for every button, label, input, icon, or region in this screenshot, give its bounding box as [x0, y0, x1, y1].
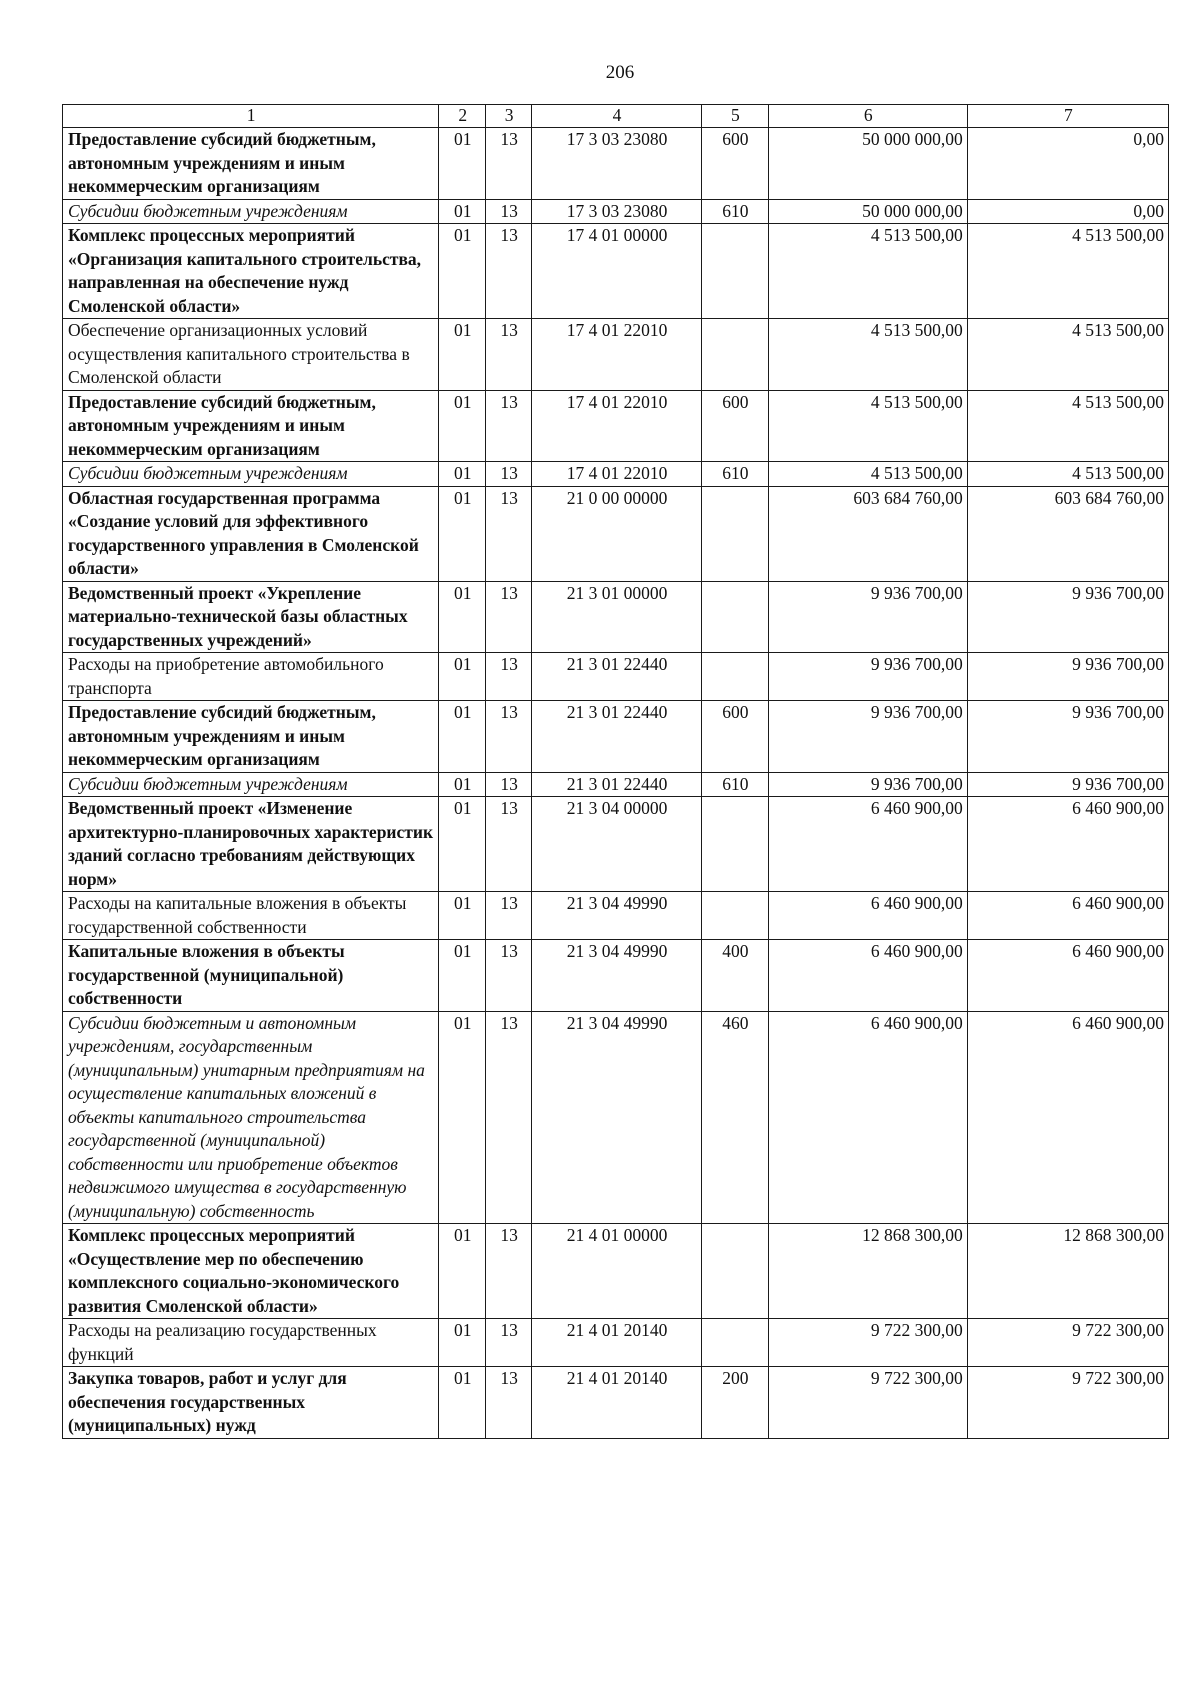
subsection-code-cell: 13	[486, 940, 532, 1012]
item-name-cell: Предоставление субсидий бюджетным, автономным учреждениям и иным некоммерческим организациям	[63, 701, 439, 773]
expense-type-cell: 600	[701, 701, 768, 773]
section-code-cell: 01	[439, 390, 486, 462]
target-article-cell: 17 3 03 23080	[532, 128, 702, 200]
amount-year2-cell: 603 684 760,00	[967, 486, 1168, 581]
section-code-cell: 01	[439, 1224, 486, 1319]
section-code-cell: 01	[439, 581, 486, 653]
table-row	[63, 1011, 1169, 1224]
budget-table	[62, 104, 1169, 1439]
target-article-cell: 21 4 01 00000	[532, 1224, 702, 1319]
section-code-cell: 01	[439, 797, 486, 892]
column-header: 1	[63, 105, 439, 128]
amount-year2-cell: 9 936 700,00	[967, 653, 1168, 701]
subsection-code-cell: 13	[486, 653, 532, 701]
target-article-cell: 21 3 01 22440	[532, 701, 702, 773]
table-row	[63, 653, 1169, 701]
amount-year2-cell: 0,00	[967, 128, 1168, 200]
table-row	[63, 1224, 1169, 1319]
expense-type-cell: 610	[701, 462, 768, 487]
target-article-cell: 21 3 04 49990	[532, 940, 702, 1012]
subsection-code-cell: 13	[486, 581, 532, 653]
amount-year1-cell: 4 513 500,00	[768, 462, 967, 487]
amount-year1-cell: 9 722 300,00	[768, 1367, 967, 1439]
table-row	[63, 581, 1169, 653]
amount-year1-cell: 6 460 900,00	[768, 797, 967, 892]
expense-type-cell	[701, 653, 768, 701]
header-row	[63, 105, 1169, 128]
amount-year1-cell: 6 460 900,00	[768, 892, 967, 940]
table-row	[63, 892, 1169, 940]
amount-year2-cell: 9 936 700,00	[967, 772, 1168, 797]
item-name-cell: Ведомственный проект «Изменение архитектурно-планировочных характеристик зданий согласно требованиям действующих норм»	[63, 797, 439, 892]
target-article-cell: 17 3 03 23080	[532, 199, 702, 224]
table-row	[63, 940, 1169, 1012]
expense-type-cell: 400	[701, 940, 768, 1012]
amount-year2-cell: 4 513 500,00	[967, 390, 1168, 462]
amount-year2-cell: 6 460 900,00	[967, 1011, 1168, 1224]
section-code-cell: 01	[439, 319, 486, 391]
amount-year2-cell: 0,00	[967, 199, 1168, 224]
section-code-cell: 01	[439, 128, 486, 200]
amount-year1-cell: 50 000 000,00	[768, 128, 967, 200]
target-article-cell: 21 4 01 20140	[532, 1367, 702, 1439]
expense-type-cell	[701, 797, 768, 892]
subsection-code-cell: 13	[486, 224, 532, 319]
expense-type-cell	[701, 486, 768, 581]
subsection-code-cell: 13	[486, 1011, 532, 1224]
table-row	[63, 797, 1169, 892]
subsection-code-cell: 13	[486, 1319, 532, 1367]
amount-year1-cell: 6 460 900,00	[768, 1011, 967, 1224]
table-row	[63, 390, 1169, 462]
table-row	[63, 1319, 1169, 1367]
subsection-code-cell: 13	[486, 1367, 532, 1439]
target-article-cell: 21 3 04 00000	[532, 797, 702, 892]
section-code-cell: 01	[439, 772, 486, 797]
amount-year2-cell: 12 868 300,00	[967, 1224, 1168, 1319]
amount-year1-cell: 4 513 500,00	[768, 390, 967, 462]
target-article-cell: 17 4 01 22010	[532, 462, 702, 487]
target-article-cell: 17 4 01 00000	[532, 224, 702, 319]
target-article-cell: 21 3 04 49990	[532, 1011, 702, 1224]
subsection-code-cell: 13	[486, 797, 532, 892]
target-article-cell: 21 3 04 49990	[532, 892, 702, 940]
page-number: 206	[605, 62, 635, 83]
amount-year1-cell: 4 513 500,00	[768, 224, 967, 319]
expense-type-cell	[701, 319, 768, 391]
item-name-cell: Субсидии бюджетным учреждениям	[63, 199, 439, 224]
item-name-cell: Предоставление субсидий бюджетным, автономным учреждениям и иным некоммерческим организациям	[63, 390, 439, 462]
expense-type-cell: 610	[701, 772, 768, 797]
target-article-cell: 21 0 00 00000	[532, 486, 702, 581]
subsection-code-cell: 13	[486, 772, 532, 797]
item-name-cell: Расходы на реализацию государственных функций	[63, 1319, 439, 1367]
subsection-code-cell: 13	[486, 319, 532, 391]
item-name-cell: Закупка товаров, работ и услуг для обеспечения государственных (муниципальных) нужд	[63, 1367, 439, 1439]
expense-type-cell: 600	[701, 128, 768, 200]
subsection-code-cell: 13	[486, 390, 532, 462]
section-code-cell: 01	[439, 486, 486, 581]
column-header: 7	[967, 105, 1168, 128]
item-name-cell: Комплекс процессных мероприятий «Организация капитального строительства, направленная на обеспечение нужд Смоленской области»	[63, 224, 439, 319]
column-header: 2	[439, 105, 486, 128]
target-article-cell: 21 4 01 20140	[532, 1319, 702, 1367]
amount-year1-cell: 603 684 760,00	[768, 486, 967, 581]
table-row	[63, 199, 1169, 224]
expense-type-cell	[701, 1319, 768, 1367]
subsection-code-cell: 13	[486, 892, 532, 940]
amount-year1-cell: 9 936 700,00	[768, 581, 967, 653]
table-row	[63, 486, 1169, 581]
amount-year1-cell: 9 936 700,00	[768, 772, 967, 797]
expense-type-cell	[701, 224, 768, 319]
target-article-cell: 17 4 01 22010	[532, 390, 702, 462]
section-code-cell: 01	[439, 701, 486, 773]
subsection-code-cell: 13	[486, 486, 532, 581]
amount-year1-cell: 9 936 700,00	[768, 701, 967, 773]
target-article-cell: 21 3 01 22440	[532, 772, 702, 797]
amount-year2-cell: 9 936 700,00	[967, 581, 1168, 653]
item-name-cell: Расходы на капитальные вложения в объекты государственной собственности	[63, 892, 439, 940]
table-row	[63, 319, 1169, 391]
table-row	[63, 224, 1169, 319]
target-article-cell: 17 4 01 22010	[532, 319, 702, 391]
amount-year2-cell: 4 513 500,00	[967, 319, 1168, 391]
section-code-cell: 01	[439, 1319, 486, 1367]
expense-type-cell: 600	[701, 390, 768, 462]
amount-year1-cell: 9 936 700,00	[768, 653, 967, 701]
column-header: 3	[486, 105, 532, 128]
item-name-cell: Расходы на приобретение автомобильного транспорта	[63, 653, 439, 701]
section-code-cell: 01	[439, 892, 486, 940]
section-code-cell: 01	[439, 462, 486, 487]
section-code-cell: 01	[439, 224, 486, 319]
item-name-cell: Предоставление субсидий бюджетным, автономным учреждениям и иным некоммерческим организациям	[63, 128, 439, 200]
subsection-code-cell: 13	[486, 462, 532, 487]
section-code-cell: 01	[439, 653, 486, 701]
amount-year1-cell: 4 513 500,00	[768, 319, 967, 391]
table-row	[63, 1367, 1169, 1439]
subsection-code-cell: 13	[486, 199, 532, 224]
table-body	[63, 128, 1169, 1439]
item-name-cell: Ведомственный проект «Укрепление материально-технической базы областных государственных учреждений»	[63, 581, 439, 653]
column-header: 6	[768, 105, 967, 128]
section-code-cell: 01	[439, 1367, 486, 1439]
expense-type-cell: 460	[701, 1011, 768, 1224]
amount-year2-cell: 6 460 900,00	[967, 797, 1168, 892]
expense-type-cell: 610	[701, 199, 768, 224]
target-article-cell: 21 3 01 00000	[532, 581, 702, 653]
subsection-code-cell: 13	[486, 128, 532, 200]
subsection-code-cell: 13	[486, 1224, 532, 1319]
table-row	[63, 772, 1169, 797]
table-row	[63, 701, 1169, 773]
column-header: 5	[701, 105, 768, 128]
expense-type-cell	[701, 581, 768, 653]
section-code-cell: 01	[439, 940, 486, 1012]
amount-year1-cell: 9 722 300,00	[768, 1319, 967, 1367]
amount-year2-cell: 9 936 700,00	[967, 701, 1168, 773]
expense-type-cell: 200	[701, 1367, 768, 1439]
amount-year2-cell: 6 460 900,00	[967, 892, 1168, 940]
amount-year1-cell: 50 000 000,00	[768, 199, 967, 224]
item-name-cell: Субсидии бюджетным и автономным учреждениям, государственным (муниципальным) унитарным предприятиям на осуществление капитальных вложений в объекты капитального строительства государственной (муниципальной) собственности или приобретение объектов недвижимого имущества в государственную (муниципальную) собственность	[63, 1011, 439, 1224]
amount-year2-cell: 4 513 500,00	[967, 462, 1168, 487]
item-name-cell: Обеспечение организационных условий осуществления капитального строительства в Смоленской области	[63, 319, 439, 391]
item-name-cell: Субсидии бюджетным учреждениям	[63, 462, 439, 487]
amount-year2-cell: 6 460 900,00	[967, 940, 1168, 1012]
amount-year1-cell: 12 868 300,00	[768, 1224, 967, 1319]
section-code-cell: 01	[439, 199, 486, 224]
target-article-cell: 21 3 01 22440	[532, 653, 702, 701]
amount-year2-cell: 9 722 300,00	[967, 1367, 1168, 1439]
table-row	[63, 128, 1169, 200]
expense-type-cell	[701, 892, 768, 940]
amount-year2-cell: 4 513 500,00	[967, 224, 1168, 319]
amount-year1-cell: 6 460 900,00	[768, 940, 967, 1012]
column-header: 4	[532, 105, 702, 128]
amount-year2-cell: 9 722 300,00	[967, 1319, 1168, 1367]
item-name-cell: Субсидии бюджетным учреждениям	[63, 772, 439, 797]
item-name-cell: Областная государственная программа «Создание условий для эффективного государственного управления в Смоленской области»	[63, 486, 439, 581]
table-row	[63, 462, 1169, 487]
expense-type-cell	[701, 1224, 768, 1319]
item-name-cell: Капитальные вложения в объекты государственной (муниципальной) собственности	[63, 940, 439, 1012]
item-name-cell: Комплекс процессных мероприятий «Осуществление мер по обеспечению комплексного социально-экономического развития Смоленской области»	[63, 1224, 439, 1319]
section-code-cell: 01	[439, 1011, 486, 1224]
subsection-code-cell: 13	[486, 701, 532, 773]
